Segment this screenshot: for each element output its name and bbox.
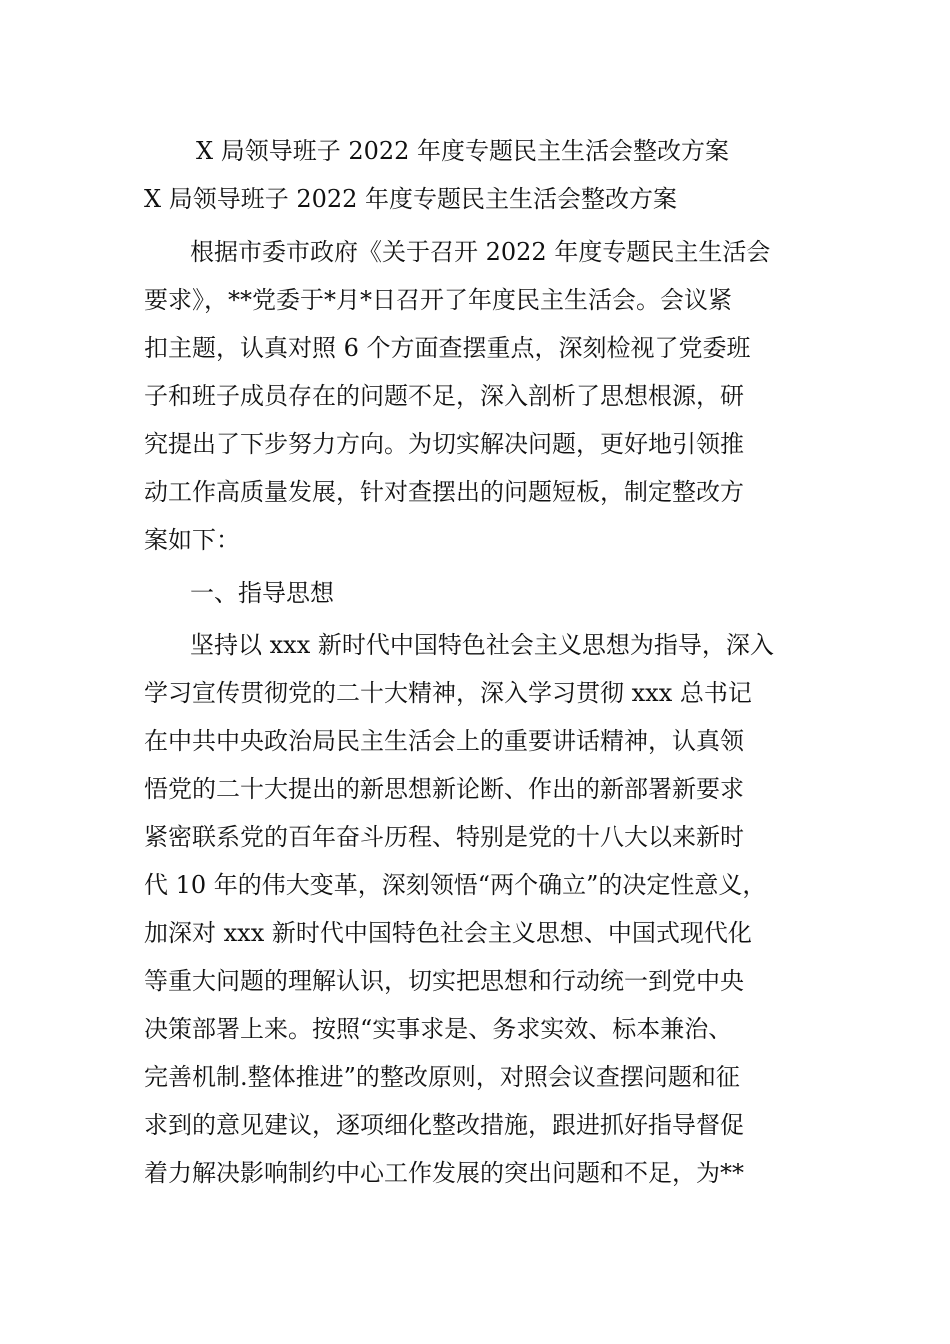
section1-line-7: 加深对 xxx 新时代中国特色社会主义思想、中国式现代化 — [144, 919, 752, 947]
section1-line-11: 求到的意见建议，逐项细化整改措施，跟进抓好指导督促 — [144, 1111, 744, 1139]
intro-line-1: 根据市委市政府《关于召开 2022 年度专题民主生活会 — [190, 238, 771, 266]
section1-line-9: 决策部署上来。按照“实事求是、务求实效、标本兼治、 — [144, 1015, 733, 1043]
section1-line-2: 学习宣传贯彻党的二十大精神，深入学习贯彻 xxx 总书记 — [144, 679, 752, 707]
section1-line-6: 代 10 年的伟大变革，深刻领悟“两个确立”的决定性意义， — [144, 871, 767, 899]
document-title: X 局领导班子 2022 年度专题民主生活会整改方案 — [196, 137, 730, 165]
section1-line-4: 悟党的二十大提出的新思想新论断、作出的新部署新要求 — [144, 775, 744, 803]
intro-line-7: 案如下： — [144, 526, 240, 554]
section1-line-8: 等重大问题的理解认识，切实把思想和行动统一到党中央 — [144, 967, 744, 995]
document-title-repeat: X 局领导班子 2022 年度专题民主生活会整改方案 — [144, 185, 678, 213]
section1-line-10: 完善机制.整体推进”的整改原则，对照会议查摆问题和征 — [144, 1063, 740, 1091]
intro-line-5: 究提出了下步努力方向。为切实解决问题，更好地引领推 — [144, 430, 744, 458]
section1-line-1: 坚持以 xxx 新时代中国特色社会主义思想为指导，深入 — [190, 631, 774, 659]
intro-line-6: 动工作高质量发展，针对查摆出的问题短板，制定整改方 — [144, 478, 744, 506]
intro-line-3: 扣主题，认真对照 6 个方面查摆重点，深刻检视了党委班 — [144, 334, 751, 362]
section1-line-12: 着力解决影响制约中心工作发展的突出问题和不足，为** — [144, 1159, 744, 1187]
intro-line-2: 要求》，**党委于*月*日召开了年度民主生活会。会议紧 — [144, 286, 732, 314]
section1-line-5: 紧密联系党的百年奋斗历程、特别是党的十八大以来新时 — [144, 823, 744, 851]
section-heading-guiding-ideology: 一、指导思想 — [190, 579, 334, 607]
intro-line-4: 子和班子成员存在的问题不足，深入剖析了思想根源，研 — [144, 382, 744, 410]
section1-line-3: 在中共中央政治局民主生活会上的重要讲话精神，认真领 — [144, 727, 744, 755]
